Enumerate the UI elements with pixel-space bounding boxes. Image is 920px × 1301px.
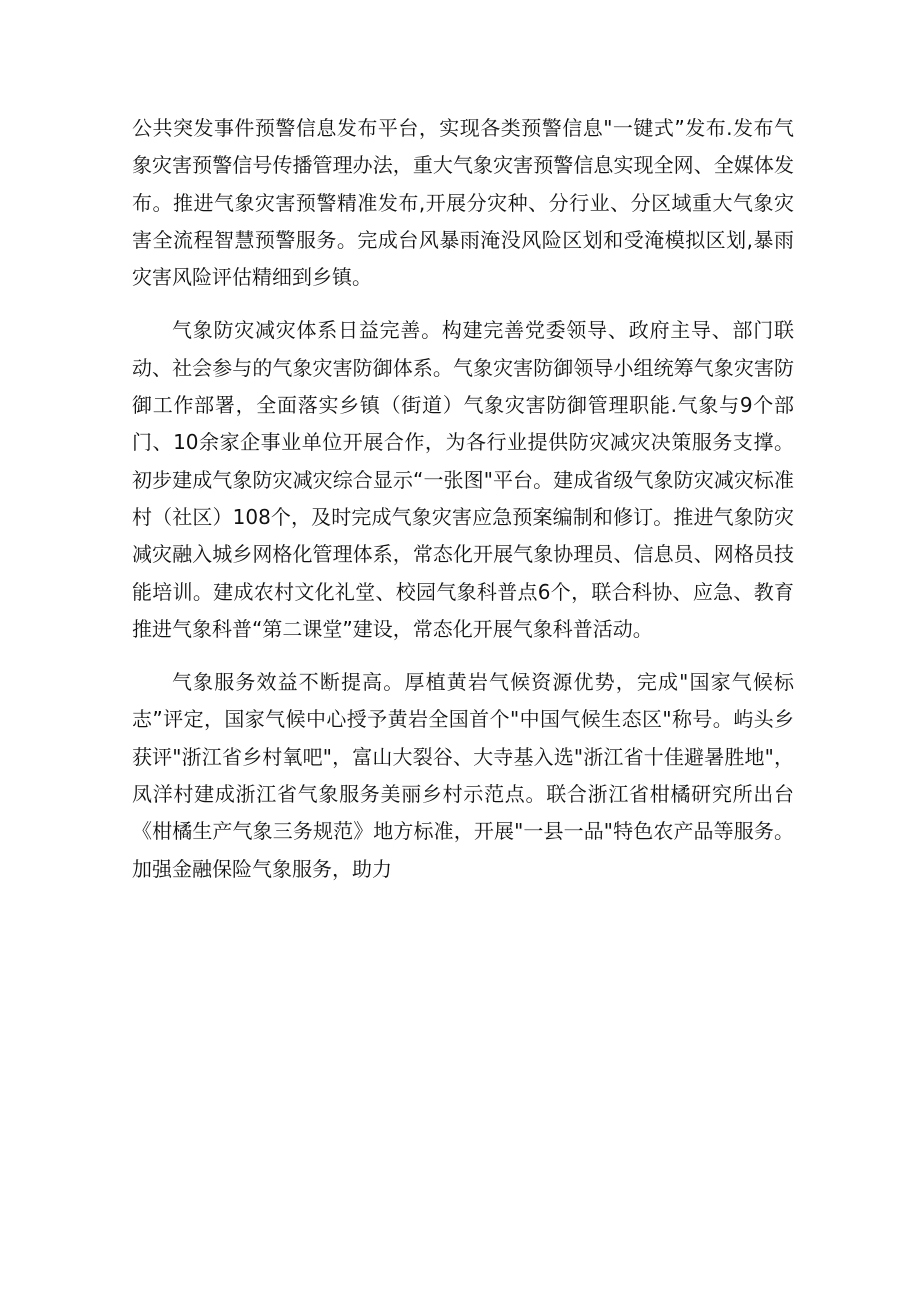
document-body [132, 110, 794, 904]
paragraph-service-benefits: 气象服务效益不断提高。厚植黄岩气候资源优势，完成"国家气候标志”评定，国家气候中心授予黄岩全国首个"中国气候生态区"称号。屿头乡获评"浙江省乡村氧吧"，富山大裂谷、大寺基入选"浙江省十佳避暑胜地"，凤洋村建成浙江省气象服务美丽乡村示范点。联合浙江省柑橘研究所出台《柑橘生产气象三务规范》地方标准，开展"一县一品"特色农产品等服务。加强金融保险气象服务，助力 [132, 670, 794, 881]
paragraph-disaster-prevention: 气象防灾减灾体系日益完善。构建完善党委领导、政府主导、部门联动、社会参与的气象灾害防御体系。气象灾害防御领导小组统筹气象灾害防御工作部署，全面落实乡镇（街道）气象灾害防御管理职能.气象与9个部门、10余家企事业单位开展合作，为各行业提供防灾减灾决策服务支撑。初步建成气象防灾减灾综合显示“一张图"平台。建成省级气象防灾减灾标准村（社区）108个，及时完成气象灾害应急预案编制和修订。推进气象防灾减灾融入城乡网格化管理体系，常态化开展气象协理员、信息员、网格员技能培训。建成农村文化礼堂、校园气象科普点6个，联合科协、应急、教育推进气象科普“第二课堂”建设，常态化开展气象科普活动。 [132, 318, 794, 641]
paragraph-warning-release: 公共突发事件预警信息发布平台，实现各类预警信息"一键式”发布.发布气象灾害预警信号传播管理办法，重大气象灾害预警信息实现全网、全媒体发布。推进气象灾害预警精准发布,开展分灾种、分行业、分区域重大气象灾害全流程智慧预警服务。完成台风暴雨淹没风险区划和受淹模拟区划,暴雨灾害风险评估精细到乡镇。 [132, 116, 794, 290]
